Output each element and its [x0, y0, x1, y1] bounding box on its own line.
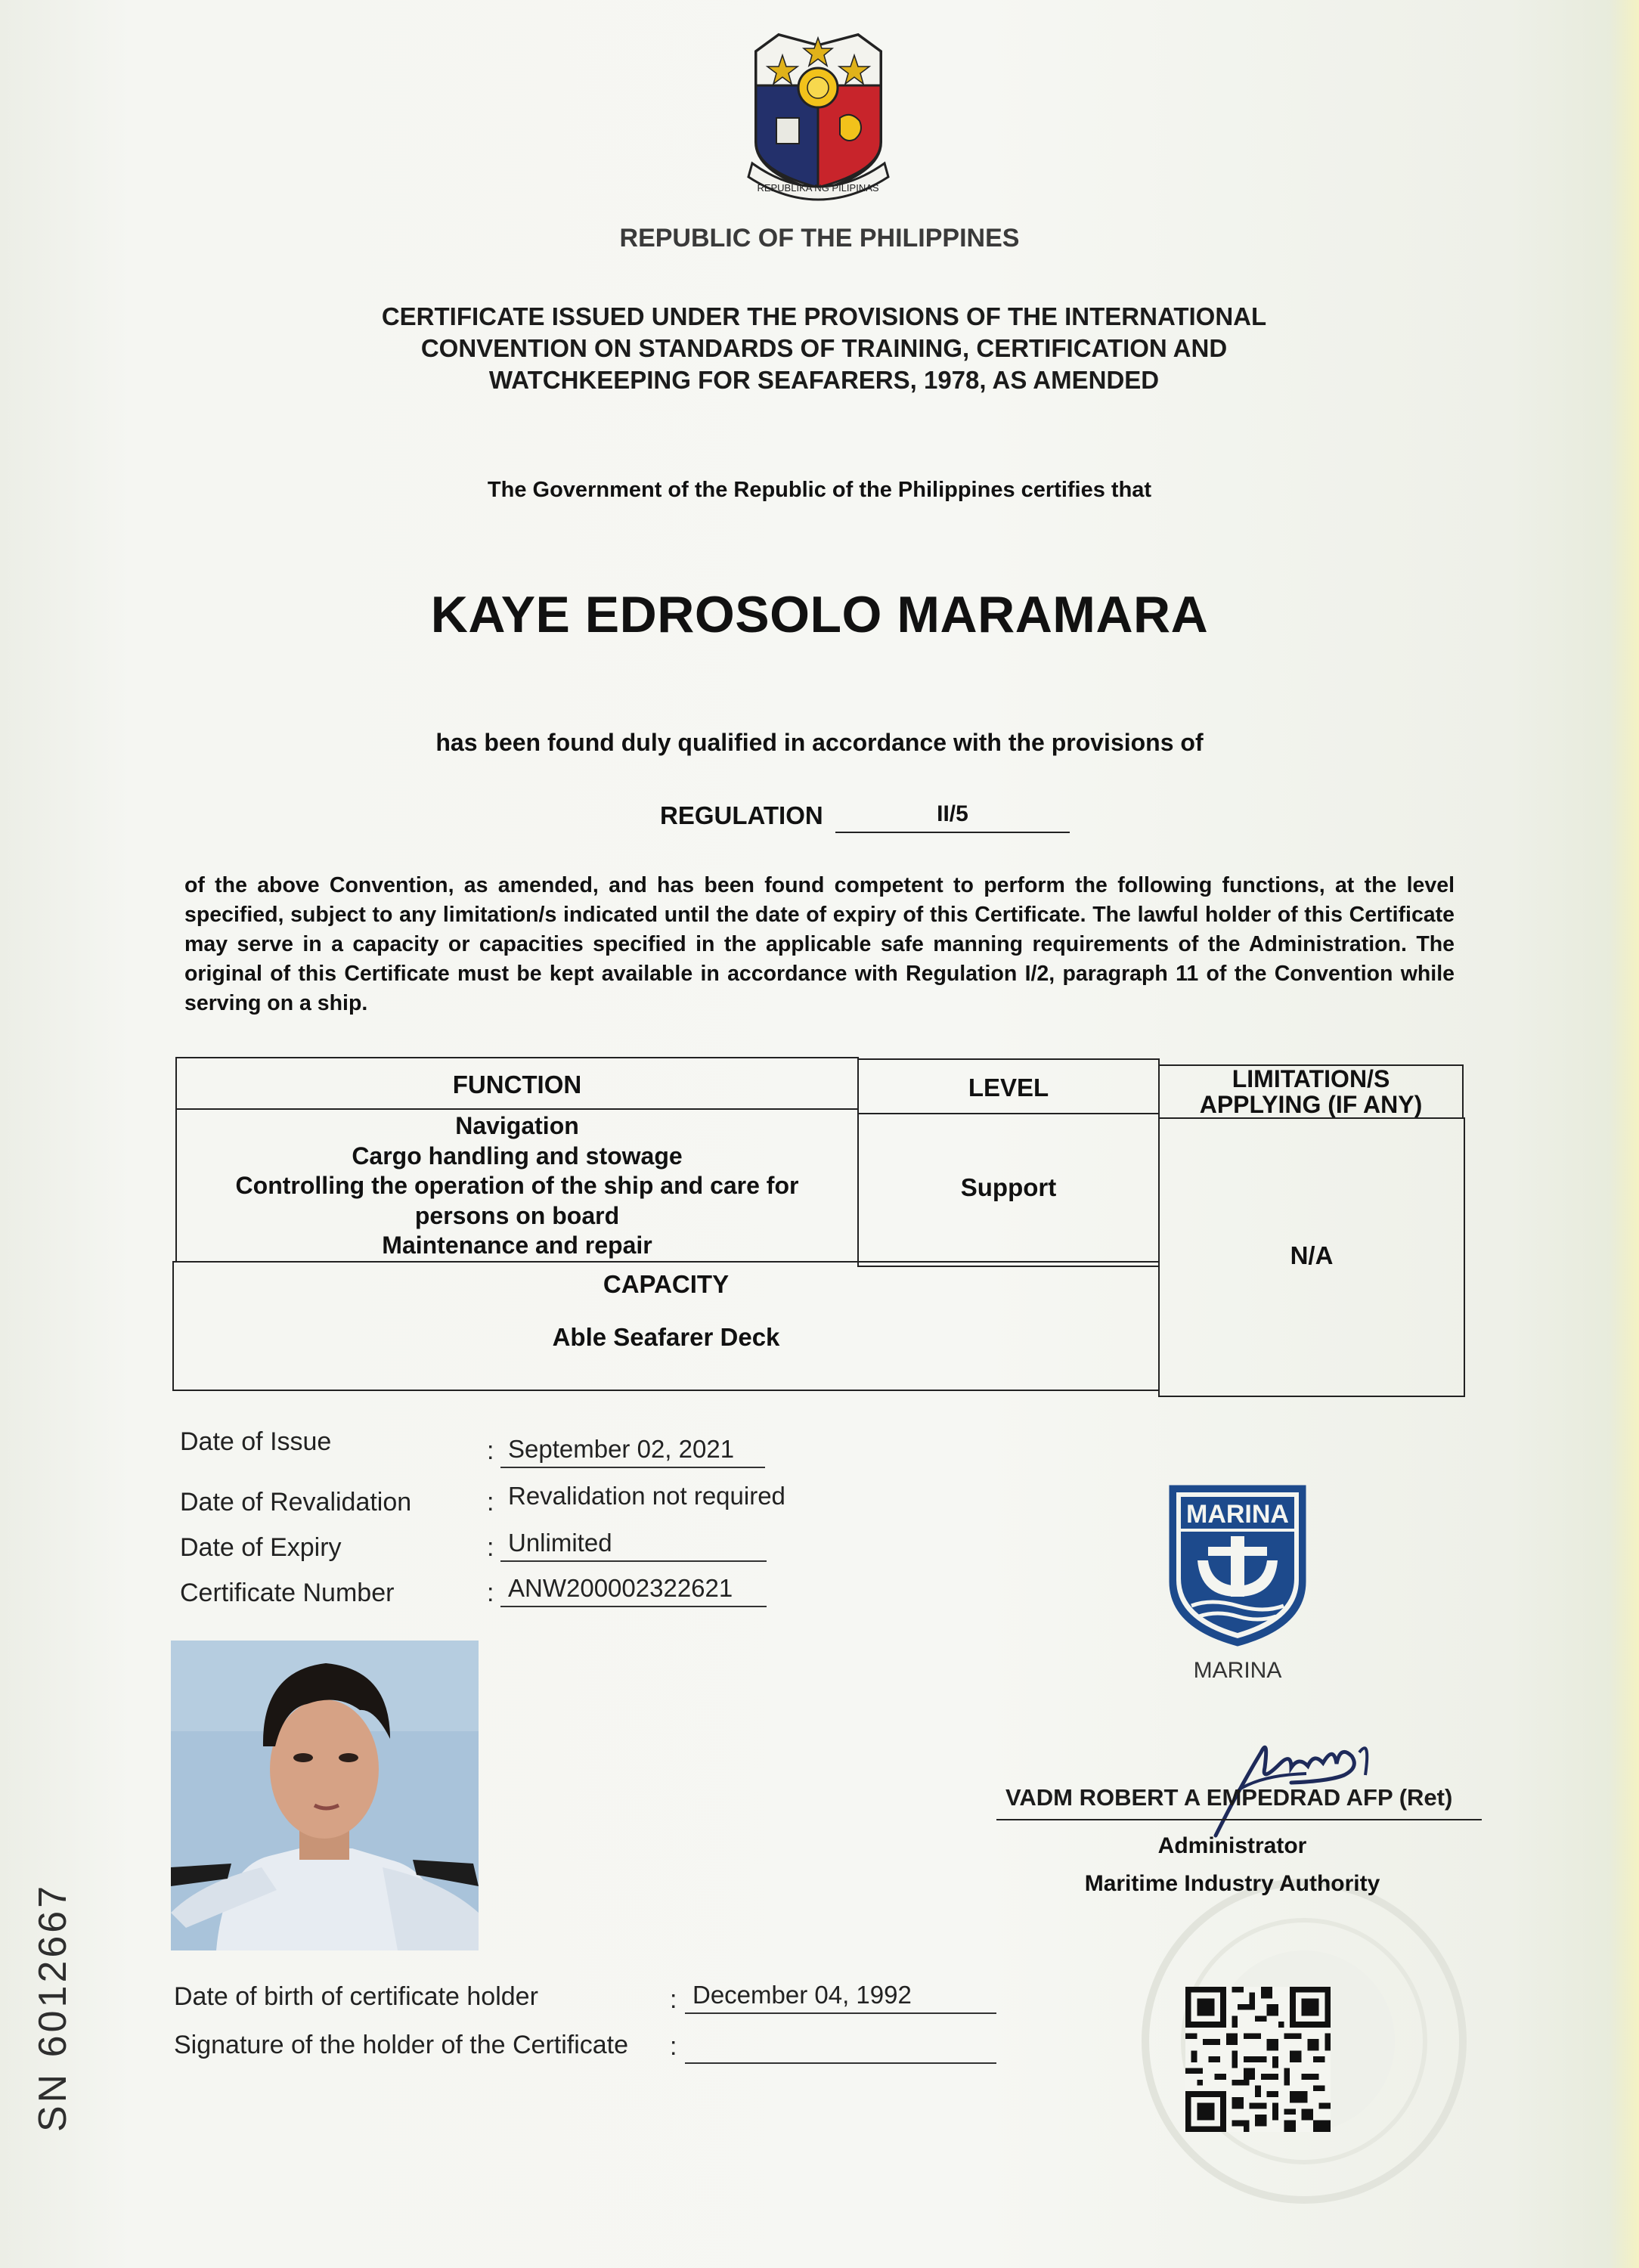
certifies-statement: The Government of the Republic of the Philippines certifies that [487, 478, 1152, 502]
function-list [177, 1111, 857, 1261]
limitations-header [1160, 1066, 1462, 1117]
certificate-heading-line: CERTIFICATE ISSUED UNDER THE PROVISIONS OF THE INTERNATIONAL [381, 302, 1267, 330]
emblem-ribbon-text: REPUBLIKA NG PILIPINAS [757, 182, 879, 194]
date-of-birth-value: December 04, 1992 [685, 1981, 996, 2014]
qr-code-icon [1185, 1987, 1331, 2132]
date-of-revalidation-label: Date of Revalidation [180, 1488, 412, 1517]
level-cell [857, 1113, 1160, 1267]
marina-caption: MARINA [1193, 1658, 1282, 1683]
marina-logo-text: MARINA [1186, 1500, 1289, 1529]
holder-name: KAYE EDROSOLO MARAMARA [430, 586, 1209, 643]
function-header: FUNCTION [452, 1070, 582, 1098]
level-header: LEVEL [968, 1074, 1049, 1101]
certificate-number-value: ANW200002322621 [500, 1574, 767, 1607]
country-title: REPUBLIC OF THE PHILIPPINES [619, 224, 1020, 253]
function-item: Cargo handling and stowage [352, 1142, 683, 1170]
holder-signature-label: Signature of the holder of the Certificate [174, 2031, 629, 2059]
certificate-heading-line: WATCHKEEPING FOR SEAFARERS, 1978, AS AMENDED [488, 366, 1160, 394]
signature-line [996, 1819, 1482, 1820]
paper-edge [1609, 0, 1639, 2268]
level-header-cell [857, 1058, 1160, 1114]
capacity-cell [172, 1261, 1160, 1391]
regulation-value: II/5 [835, 801, 1070, 833]
date-of-issue-value: September 02, 2021 [500, 1435, 765, 1468]
limitations-cell [1158, 1117, 1465, 1397]
colon: : [670, 1985, 677, 2014]
level-value: Support [960, 1173, 1057, 1201]
signatory-organization: Maritime Industry Authority [1084, 1871, 1380, 1896]
function-item: persons on board [414, 1201, 620, 1229]
qualified-statement: has been found duly qualified in accordance with the provisions of [435, 729, 1204, 756]
colon: : [487, 1533, 494, 1562]
regulation-label: REGULATION [660, 801, 823, 829]
marina-logo [1166, 1483, 1309, 1650]
colon: : [487, 1436, 494, 1465]
colon: : [670, 2032, 677, 2061]
date-of-issue-label: Date of Issue [180, 1427, 332, 1456]
signatory-title: Administrator [1157, 1833, 1307, 1858]
colon: : [487, 1579, 494, 1607]
limitations-header-cell [1158, 1064, 1464, 1119]
holder-signature-line [685, 2031, 996, 2064]
function-item: Navigation [455, 1112, 579, 1139]
signatory-name: VADM ROBERT A EMPEDRAD AFP (Ret) [1005, 1784, 1453, 1811]
certificate-number-label: Certificate Number [180, 1579, 395, 1607]
certificate-heading [287, 301, 1361, 396]
certificate-heading-line: CONVENTION ON STANDARDS OF TRAINING, CERTIFICATION AND [420, 334, 1228, 362]
date-of-expiry-label: Date of Expiry [180, 1533, 342, 1562]
function-item: Maintenance and repair [382, 1232, 652, 1259]
functions-cell [175, 1108, 859, 1263]
serial-number: SN 6012667 [31, 1882, 75, 2132]
date-of-expiry-value: Unlimited [500, 1529, 767, 1562]
convention-body-text: of the above Convention, as amended, and has been found competent to perform the following functions, at the level specified, subject to any limitation/s indicated until the date of expiry of this Certificate. The lawful holder of this Certificate may serve in a capacity or capacities specified in the applicable safe manning requirements of the Administration. The original of this Certificate must be kept available in accordance with Regulation I/2, paragraph 11 of the Convention while serving on a ship. [184, 873, 1455, 1015]
colon: : [487, 1488, 494, 1517]
limitations-header-line: APPLYING (IF ANY) [1199, 1091, 1423, 1118]
date-of-birth-label: Date of birth of certificate holder [174, 1982, 538, 2011]
limitations-value: N/A [1290, 1241, 1334, 1269]
function-header-cell [175, 1057, 859, 1110]
limitations-header-line: LIMITATION/S [1232, 1065, 1390, 1092]
date-of-revalidation-value: Revalidation not required [508, 1482, 785, 1510]
philippine-coat-of-arms-emblem [737, 29, 900, 210]
capacity-value: Able Seafarer Deck [552, 1323, 780, 1351]
function-item: Controlling the operation of the ship and care for [235, 1172, 799, 1199]
holder-photo [171, 1641, 479, 1950]
capacity-label: CAPACITY [603, 1270, 730, 1298]
